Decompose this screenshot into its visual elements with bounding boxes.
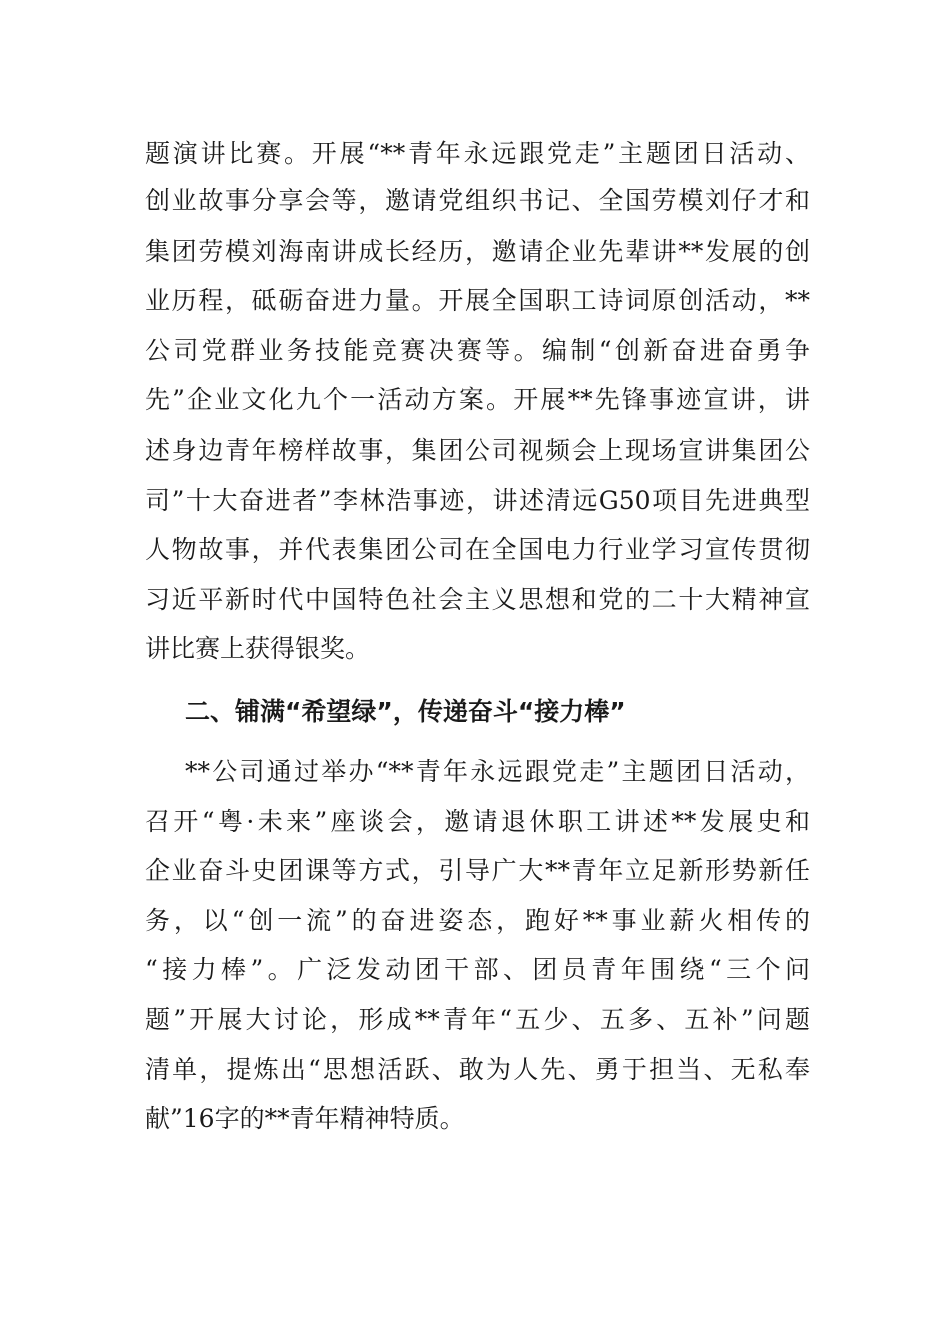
text-line: 务，以“创一流”的奋进姿态，跑好**事业薪火相传的 [145, 906, 810, 935]
text-line: 人物故事，并代表集团公司在全国电力行业学习宣传贯彻 [145, 535, 810, 564]
text-line: 献”16字的**青年精神特质。 [145, 1104, 465, 1133]
text-line: 企业奋斗史团课等方式，引导广大**青年立足新形势新任 [145, 856, 810, 885]
text-line: 创业故事分享会等，邀请党组织书记、全国劳模刘仔才和 [145, 186, 810, 215]
text-line: 先”企业文化九个一活动方案。开展**先锋事迹宣讲，讲 [145, 385, 810, 414]
text-line: 讲比赛上获得银奖。 [145, 634, 371, 663]
text-line: 司”十大奋进者”李林浩事迹，讲述清远G50项目先进典型 [145, 486, 810, 515]
text-line: “接力棒”。广泛发动团干部、团员青年围绕“三个问 [145, 955, 810, 984]
text-line: 题演讲比赛。开展“**青年永远跟党走”主题团日活动、 [145, 139, 810, 168]
text-line: 题”开展大讨论，形成**青年“五少、五多、五补”问题 [145, 1005, 810, 1034]
text-line: 清单，提炼出“思想活跃、敢为人先、勇于担当、无私奉 [145, 1055, 810, 1084]
text-line: 公司党群业务技能竞赛决赛等。编制“创新奋进奋勇争 [145, 336, 810, 365]
text-line: 集团劳模刘海南讲成长经历，邀请企业先辈讲**发展的创 [145, 237, 810, 266]
text-line: 述身边青年榜样故事，集团公司视频会上现场宣讲集团公 [145, 436, 810, 465]
text-line: 召开“粤·未来”座谈会，邀请退休职工讲述**发展史和 [145, 807, 810, 836]
text-line: 业历程，砥砺奋进力量。开展全国职工诗词原创活动，** [145, 286, 810, 315]
section-heading: 二、铺满“希望绿”，传递奋斗“接力棒” [185, 697, 626, 726]
text-line: 习近平新时代中国特色社会主义思想和党的二十大精神宣 [145, 585, 810, 614]
text-line: **公司通过举办“**青年永远跟党走”主题团日活动， [185, 757, 810, 786]
